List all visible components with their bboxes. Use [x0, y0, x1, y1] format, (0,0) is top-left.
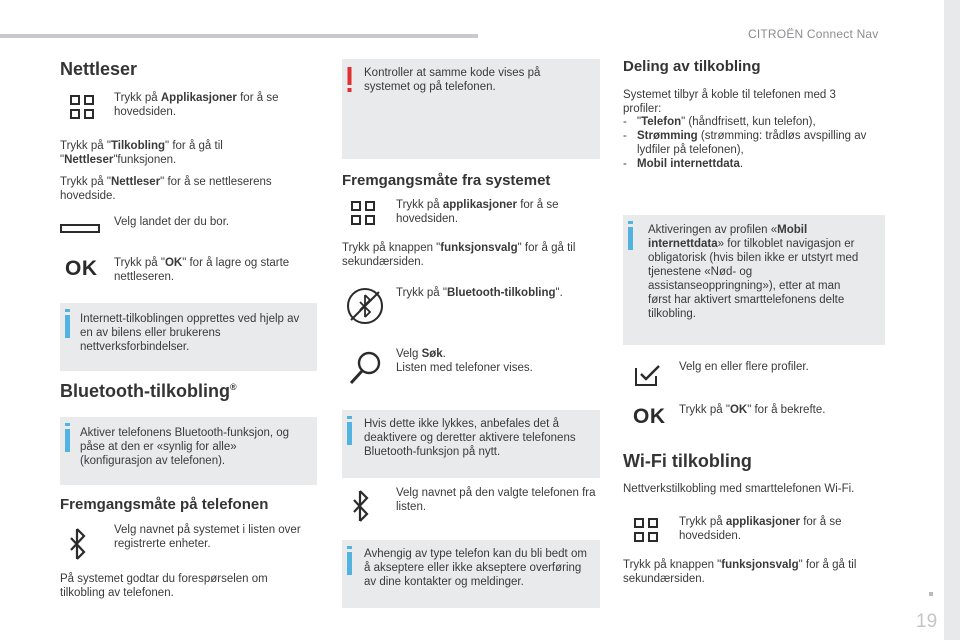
wifi-intro: Nettverkstilkobling med smarttelefonen Wi-Fi.: [623, 483, 855, 495]
instruction-ok-save: Trykk på "OK" for å lagre og starte nettleseren.: [114, 257, 290, 283]
instruction-nettleser: Trykk på "Nettleser" for å se nettleserens hovedside.: [60, 176, 272, 202]
warning-box-code: Kontroller at samme kode vises på systemet og på telefonen.: [342, 59, 600, 159]
section-title-wifi: Wi-Fi tilkobling: [623, 451, 752, 471]
profile-list: [623, 115, 883, 171]
instruction-funksjonsvalg: Trykk på knappen "funksjonsvalg" for å gå til sekundærsiden.: [342, 242, 576, 268]
header-rule: [0, 34, 478, 38]
instruction-select-profiles: Velg en eller flere profiler.: [679, 361, 809, 373]
ok-label: OK: [633, 405, 666, 428]
apps-grid-icon: [634, 518, 658, 542]
page-marker: [929, 592, 933, 596]
instruction-tilkobling: Trykk på "Tilkobling" for å gå til "Nettleser"funksjonen.: [60, 140, 223, 166]
instruction-wifi-funksjonsvalg: Trykk på knappen "funksjonsvalg" for å gå til sekundærsiden.: [623, 559, 857, 585]
instruction-search: Velg Søk. Listen med telefoner vises.: [396, 348, 533, 374]
info-box-mobile-data: Aktiveringen av profilen «Mobil internettdata» for tilkoblet navigasjon er obligatorisk (hvis bilen ikke er utstyrt med tjenestene «Nød- og assistanseoppringning»), etter at man først har aktivert smarttelefonens delte tilkobling.: [623, 215, 885, 345]
select-bar-icon: [60, 224, 100, 233]
instruction-wifi-apps: Trykk på applikasjoner for å se hovedsiden.: [679, 516, 842, 542]
instruction-applikasjoner: Trykk på applikasjoner for å se hovedsiden.: [396, 199, 559, 225]
list-item: - Strømming (strømming: trådløs avspilling av lydfiler på telefonen),: [623, 130, 867, 156]
instruction-country: Velg landet der du bor.: [114, 216, 230, 228]
list-item: - Mobil internettdata.: [623, 158, 744, 170]
page-edge-strip: [944, 0, 960, 640]
list-item: - "Telefon" (håndfrisett, kun telefon),: [623, 116, 816, 128]
page-number: 19: [916, 611, 938, 632]
bluetooth-icon: [68, 528, 86, 560]
info-icon: [628, 221, 633, 224]
checkbox-check-icon: [635, 364, 661, 386]
subsection-title-system: Fremgangsmåte fra systemet: [342, 172, 551, 189]
bluetooth-icon: [343, 284, 387, 328]
instruction-select-system: Velg navnet på systemet i listen over registrerte enheter.: [114, 524, 301, 550]
brand-title: CITROËN Connect Nav: [748, 27, 879, 41]
subsection-title-phone: Fremgangsmåte på telefonen: [60, 496, 269, 513]
search-icon: [348, 350, 382, 386]
instruction-ok-confirm: Trykk på "OK" for å bekrefte.: [679, 404, 826, 416]
instruction-accept: På systemet godtar du forespørselen om tilkobling av telefonen.: [60, 573, 268, 599]
profiles-intro: Systemet tilbyr å koble til telefonen med 3 profiler:: [623, 89, 836, 115]
warning-icon: [345, 67, 354, 93]
info-icon: [347, 546, 352, 549]
subsection-title-sharing: Deling av tilkobling: [623, 58, 761, 75]
info-box-internet: Internett-tilkoblingen opprettes ved hjelp av en av bilens eller brukerens nettverksforbindelser.: [60, 303, 317, 371]
apps-grid-icon: [70, 95, 94, 119]
info-box-contacts: Avhengig av type telefon kan du bli bedt om å akseptere eller ikke akseptere overføring av dine kontakter og meldinger.: [342, 540, 600, 608]
info-box-bluetooth: Aktiver telefonens Bluetooth-funksjon, og påse at den er «synlig for alle» (konfigurasjon av telefonen).: [60, 417, 317, 485]
info-icon: [65, 309, 70, 312]
instruction-apps: Trykk på Applikasjoner for å se hovedsiden.: [114, 92, 279, 118]
instruction-select-phone: Velg navnet på den valgte telefonen fra listen.: [396, 487, 596, 513]
info-box-retry: Hvis dette ikke lykkes, anbefales det å deaktivere og deretter aktivere telefonens Bluetooth-funksjon på nytt.: [342, 410, 600, 478]
section-title-bluetooth: Bluetooth-tilkobling®: [60, 381, 237, 401]
info-icon: [65, 423, 70, 426]
section-title-nettleser: Nettleser: [60, 59, 138, 79]
apps-grid-icon: [351, 201, 375, 225]
info-icon: [347, 416, 352, 419]
instruction-bluetooth-tilkobling: Trykk på "Bluetooth-tilkobling".: [396, 287, 563, 299]
bluetooth-icon: [351, 490, 369, 522]
ok-label: OK: [65, 257, 98, 280]
